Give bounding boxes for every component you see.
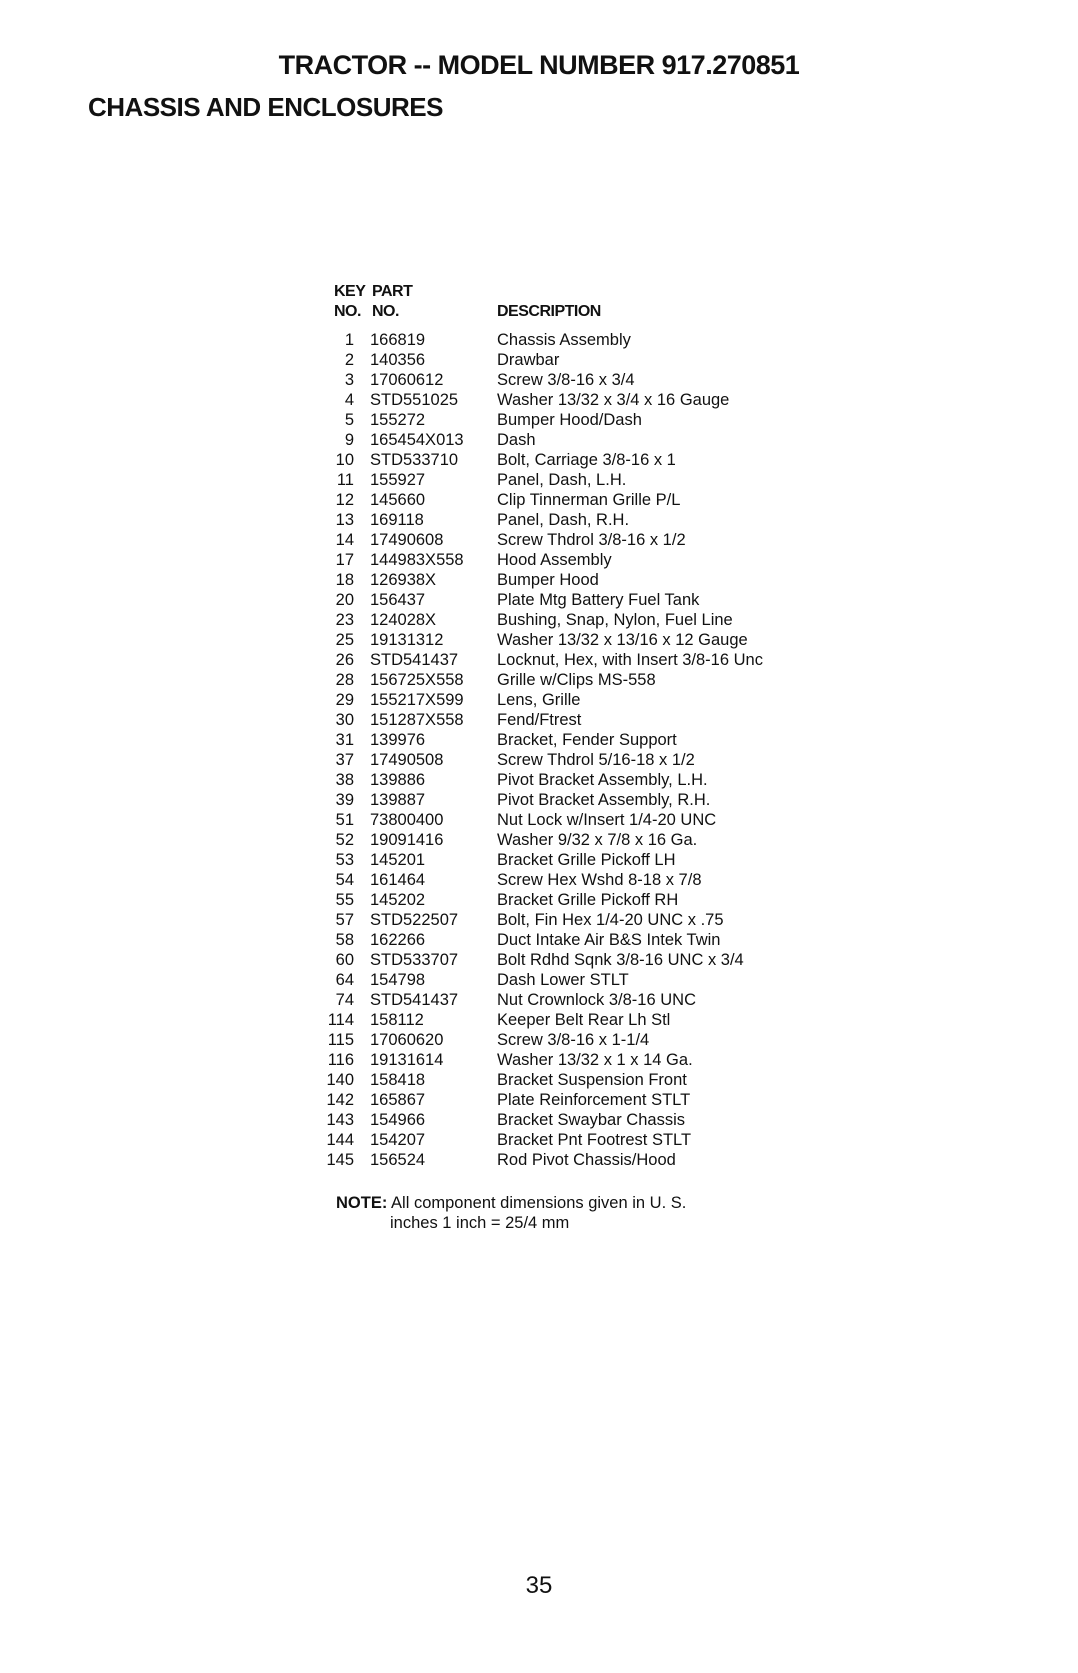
list-item [0,970,1078,990]
part-number: 158112 [370,1011,424,1029]
part-description: Washer 13/32 x 1 x 14 Ga. [497,1051,693,1069]
list-item [0,870,1078,890]
part-number: 169118 [370,511,424,529]
key-number: 114 [327,1011,354,1029]
part-description: Bolt, Fin Hex 1/4-20 UNC x .75 [497,911,724,929]
page-title: TRACTOR -- MODEL NUMBER 917.270851 [278,50,800,80]
part-description: Bracket Grille Pickoff RH [497,891,679,909]
part-description: Bumper Hood [497,571,599,589]
part-number: 156725X558 [370,671,464,689]
list-item [0,830,1078,850]
list-item [0,650,1078,670]
part-number: 139887 [370,791,426,809]
part-number: 145660 [370,491,426,509]
list-item [0,450,1078,470]
list-item [0,350,1078,370]
part-description: Drawbar [497,351,560,369]
part-description: Screw Hex Wshd 8-18 x 7/8 [497,871,702,889]
part-number: 73800400 [370,811,444,829]
key-number: 53 [335,851,354,869]
part-description: Dash [497,431,536,449]
key-number: 28 [335,671,354,689]
part-header-line2: NO. [372,303,399,320]
part-number: 126938X [370,571,437,589]
key-number: 2 [344,351,354,369]
key-number: 17 [335,551,354,569]
list-item [0,930,1078,950]
list-item [0,430,1078,450]
key-number: 142 [326,1091,354,1109]
list-item [0,510,1078,530]
list-item [0,370,1078,390]
part-description: Washer 13/32 x 13/16 x 12 Gauge [497,631,748,649]
part-number: 139886 [370,771,426,789]
part-number: 19091416 [370,831,444,849]
key-number: 3 [344,371,354,389]
part-number: 19131614 [370,1051,444,1069]
part-description: Screw 3/8-16 x 1-1/4 [497,1031,650,1049]
part-description: Grille w/Clips MS-558 [497,671,656,689]
key-header-line1: KEY [334,283,366,300]
parts-list [0,330,1078,1170]
key-number: 18 [335,571,354,589]
part-number: 151287X558 [370,711,464,729]
key-number: 37 [335,751,354,769]
key-number: 9 [344,431,354,449]
key-number: 39 [335,791,354,809]
list-item [0,850,1078,870]
part-number: 156437 [370,591,426,609]
part-description: Washer 13/32 x 3/4 x 16 Gauge [497,391,730,409]
part-number: 17060620 [370,1031,444,1049]
key-header-line2: NO. [334,303,361,320]
part-description: Bushing, Snap, Nylon, Fuel Line [497,611,733,629]
key-number: 31 [335,731,354,749]
list-item [0,950,1078,970]
key-number: 4 [344,391,354,409]
key-number: 54 [335,871,354,889]
list-item [0,810,1078,830]
list-item [0,1010,1078,1030]
part-description: Pivot Bracket Assembly, R.H. [497,791,711,809]
part-description: Chassis Assembly [497,331,631,349]
part-description: Bolt Rdhd Sqnk 3/8-16 UNC x 3/4 [497,951,744,969]
list-item [0,890,1078,910]
key-number: 23 [335,611,354,629]
part-description: Bracket Grille Pickoff LH [497,851,676,869]
key-number: 145 [326,1151,354,1169]
key-number: 29 [335,691,354,709]
list-item [0,1050,1078,1070]
part-number: 161464 [370,871,426,889]
part-description: Dash Lower STLT [497,971,629,989]
part-number: 155272 [370,411,426,429]
key-number: 60 [335,951,354,969]
key-number: 55 [335,891,354,909]
part-number: 155927 [370,471,426,489]
key-number: 25 [335,631,354,649]
key-number: 115 [327,1031,354,1049]
key-number: 26 [335,651,354,669]
part-description: Screw Thdrol 5/16-18 x 1/2 [497,751,695,769]
description-header: DESCRIPTION [497,303,601,320]
part-number: 154207 [370,1131,426,1149]
list-item [0,910,1078,930]
key-number: 144 [326,1131,354,1149]
part-description: Duct Intake Air B&S Intek Twin [497,931,721,949]
part-number: 19131312 [370,631,444,649]
part-description: Pivot Bracket Assembly, L.H. [497,771,708,789]
note [336,1193,686,1213]
key-number: 38 [335,771,354,789]
part-number: 158418 [370,1071,426,1089]
part-description: Lens, Grille [497,691,581,709]
part-number: 145202 [370,891,426,909]
list-item [0,1030,1078,1050]
part-number: 156524 [370,1151,426,1169]
part-number: 17490508 [370,751,444,769]
list-item [0,790,1078,810]
key-number: 143 [326,1111,354,1129]
part-number: 17060612 [370,371,444,389]
part-number: 139976 [370,731,426,749]
part-description: Plate Mtg Battery Fuel Tank [497,591,700,609]
part-description: Bumper Hood/Dash [497,411,642,429]
part-description: Panel, Dash, R.H. [497,511,630,529]
part-number: 165867 [370,1091,426,1109]
key-number: 52 [335,831,354,849]
part-number: 154966 [370,1111,426,1129]
note-text-line2: inches 1 inch = 25/4 mm [390,1214,570,1232]
part-number: STD541437 [370,651,459,669]
key-number: 30 [335,711,354,729]
key-number: 1 [344,331,354,349]
list-item [0,610,1078,630]
part-description: Plate Reinforcement STLT [497,1091,691,1109]
list-item [0,770,1078,790]
key-number: 14 [335,531,354,549]
part-description: Keeper Belt Rear Lh Stl [497,1011,671,1029]
list-item [0,1070,1078,1090]
list-item [0,710,1078,730]
part-description: Bracket Suspension Front [497,1071,687,1089]
list-item [0,690,1078,710]
list-item [0,410,1078,430]
part-number: 162266 [370,931,426,949]
list-item [0,1150,1078,1170]
list-item [0,330,1078,350]
part-description: Washer 9/32 x 7/8 x 16 Ga. [497,831,698,849]
part-number: 155217X599 [370,691,464,709]
list-item [0,390,1078,410]
part-number: STD551025 [370,391,459,409]
list-item [0,670,1078,690]
key-number: 51 [335,811,354,829]
part-description: Rod Pivot Chassis/Hood [497,1151,676,1169]
list-item [0,570,1078,590]
list-item [0,730,1078,750]
list-item [0,530,1078,550]
part-description: Bracket Swaybar Chassis [497,1111,685,1129]
list-item [0,1130,1078,1150]
part-description: Locknut, Hex, with Insert 3/8-16 Unc [497,651,763,669]
list-item [0,470,1078,490]
part-description: Panel, Dash, L.H. [497,471,627,489]
part-number: 154798 [370,971,426,989]
list-item [0,550,1078,570]
part-description: Bracket Pnt Footrest STLT [497,1131,692,1149]
key-number: 11 [336,471,354,489]
note-label: NOTE: [336,1194,388,1212]
part-number: 140356 [370,351,426,369]
key-number: 5 [344,411,354,429]
part-description: Nut Crownlock 3/8-16 UNC [497,991,696,1009]
part-number: STD522507 [370,911,459,929]
list-item [0,750,1078,770]
part-description: Bracket, Fender Support [497,731,677,749]
part-description: Screw 3/8-16 x 3/4 [497,371,635,389]
part-number: 124028X [370,611,437,629]
key-number: 140 [326,1071,354,1089]
part-number: STD533707 [370,951,459,969]
list-item [0,490,1078,510]
list-item [0,630,1078,650]
part-number: STD533710 [370,451,459,469]
key-number: 58 [335,931,354,949]
list-item [0,990,1078,1010]
note-text-line1: All component dimensions given in U. S. [391,1194,687,1212]
part-description: Clip Tinnerman Grille P/L [497,491,681,509]
key-number: 13 [335,511,354,529]
part-description: Bolt, Carriage 3/8-16 x 1 [497,451,676,469]
list-item [0,1090,1078,1110]
part-description: Hood Assembly [497,551,612,569]
part-description: Screw Thdrol 3/8-16 x 1/2 [497,531,686,549]
part-description: Nut Lock w/Insert 1/4-20 UNC [497,811,717,829]
part-number: 17490608 [370,531,444,549]
key-number: 64 [335,971,354,989]
part-number: 165454X013 [370,431,464,449]
key-number: 74 [335,991,354,1009]
part-number: STD541437 [370,991,459,1009]
part-number: 145201 [370,851,426,869]
key-number: 20 [335,591,354,609]
part-description: Fend/Ftrest [497,711,582,729]
part-number: 144983X558 [370,551,464,569]
key-number: 10 [335,451,354,469]
list-item [0,590,1078,610]
section-title: CHASSIS AND ENCLOSURES [88,92,443,122]
list-item [0,1110,1078,1130]
page-number: 35 [525,1572,553,1599]
key-number: 12 [335,491,354,509]
key-number: 116 [327,1051,354,1069]
part-header-line1: PART [372,283,413,300]
key-number: 57 [335,911,354,929]
part-number: 166819 [370,331,426,349]
